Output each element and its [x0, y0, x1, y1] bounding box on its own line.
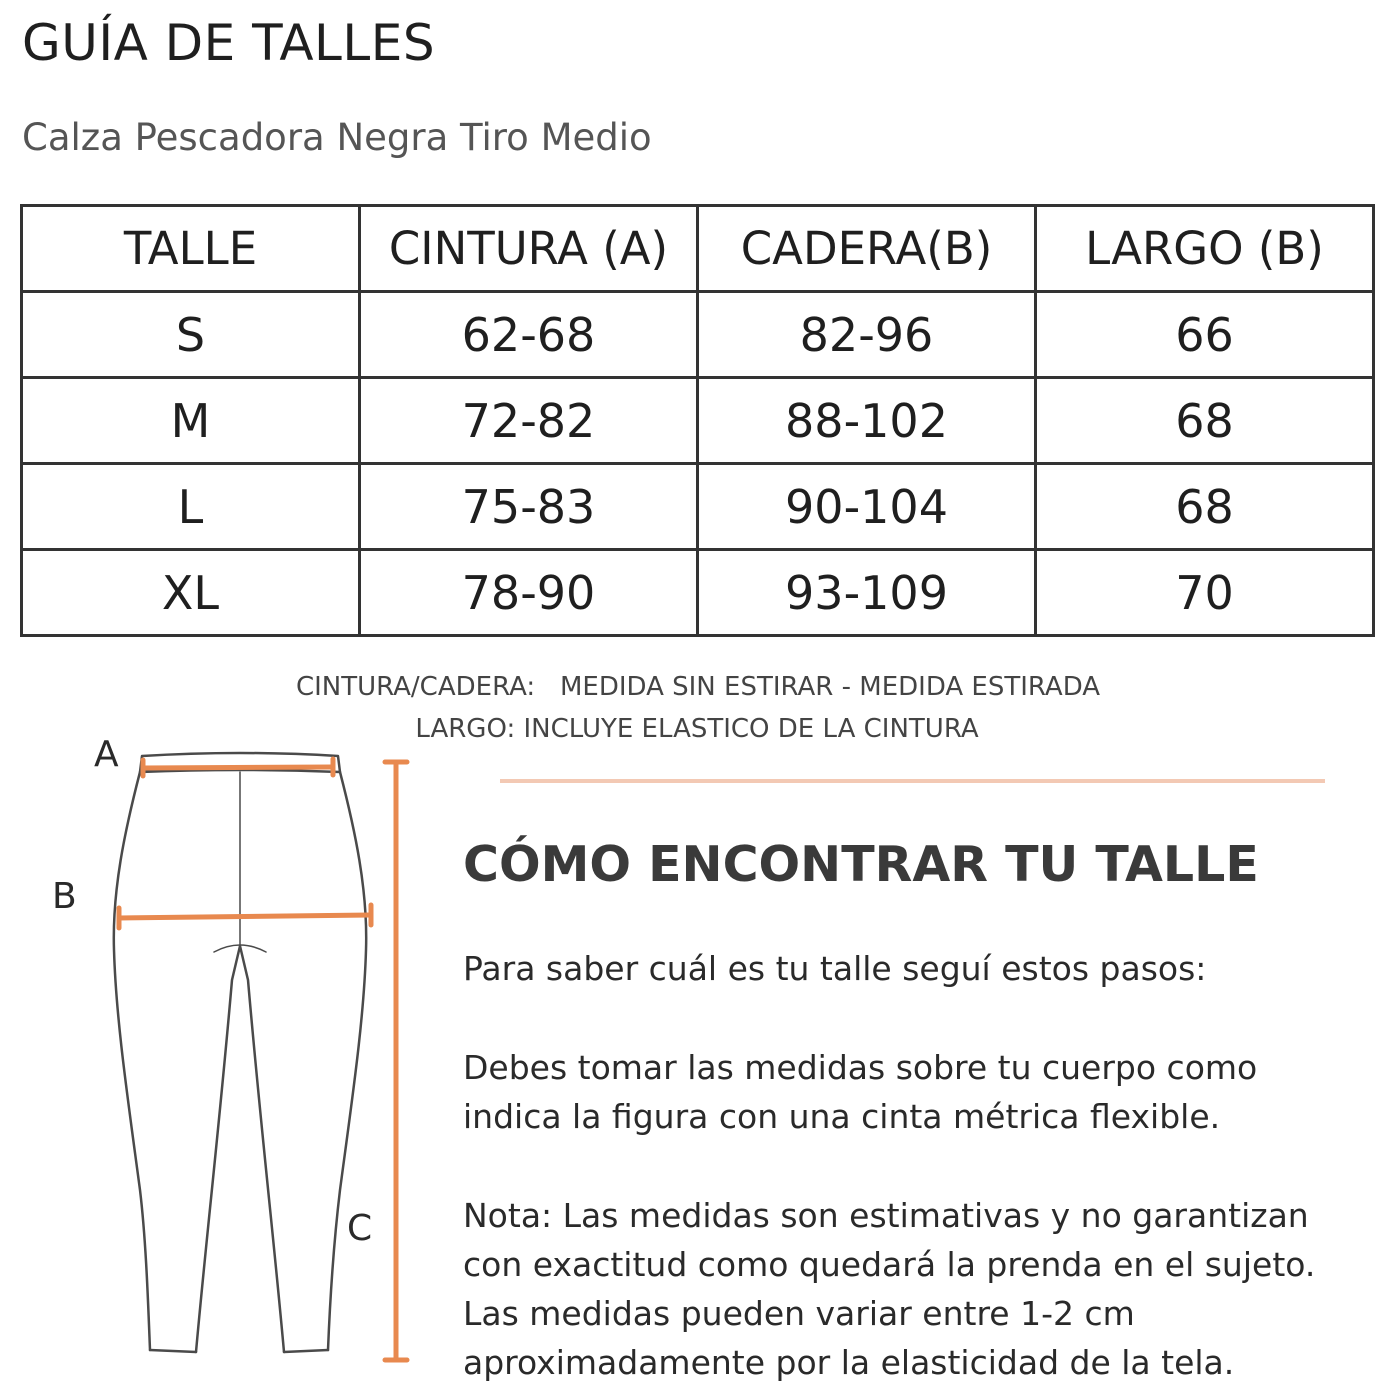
cell-talle: M: [22, 378, 360, 464]
header-cadera: CADERA(B): [698, 206, 1036, 292]
cell-talle: S: [22, 292, 360, 378]
waist-measure-line: [143, 759, 333, 776]
cell-largo: 70: [1036, 550, 1374, 636]
cell-talle: L: [22, 464, 360, 550]
cell-cadera: 82-96: [698, 292, 1036, 378]
howto-instructions-line: Debes tomar las medidas sobre tu cuerpo como: [463, 1048, 1258, 1087]
howto-instructions: [463, 1043, 1393, 1141]
header-talle: TALLE: [22, 206, 360, 292]
measure-note-waist-hip: CINTURA/CADERA: MEDIDA SIN ESTIRAR - MEDIDA ESTIRADA: [295, 672, 1101, 702]
leggings-outline-icon: [114, 753, 366, 1352]
cell-largo: 68: [1036, 378, 1374, 464]
cell-cintura: 78-90: [360, 550, 698, 636]
table-row: [22, 464, 1374, 550]
size-table: [20, 204, 1375, 637]
cell-largo: 66: [1036, 292, 1374, 378]
howto-note-line: Nota: Las medidas son estimativas y no garantizan: [463, 1196, 1309, 1235]
measurement-diagram: [0, 720, 460, 1400]
howto-intro: [463, 944, 1393, 993]
header-cintura: CINTURA (A): [360, 206, 698, 292]
cell-cintura: 75-83: [360, 464, 698, 550]
howto-intro-line: Para saber cuál es tu talle seguí estos pasos:: [463, 949, 1207, 988]
cell-cintura: 62-68: [360, 292, 698, 378]
page-title: GUÍA DE TALLES: [22, 14, 436, 72]
table-row: [22, 292, 1374, 378]
howto-note: [463, 1191, 1393, 1387]
label-a: A: [94, 734, 119, 775]
cell-talle: XL: [22, 550, 360, 636]
table-row: [22, 550, 1374, 636]
product-name: Calza Pescadora Negra Tiro Medio: [22, 116, 652, 159]
howto-instructions-line: indica la figura con una cinta métrica flexible.: [463, 1097, 1221, 1136]
hip-measure-line: [119, 905, 371, 928]
cell-largo: 68: [1036, 464, 1374, 550]
howto-title: CÓMO ENCONTRAR TU TALLE: [463, 836, 1259, 893]
cell-cadera: 93-109: [698, 550, 1036, 636]
cell-cintura: 72-82: [360, 378, 698, 464]
table-row: [22, 378, 1374, 464]
measure-note-length: LARGO: INCLUYE ELASTICO DE LA CINTURA: [415, 714, 979, 744]
howto-note-line: Las medidas pueden variar entre 1-2 cm: [463, 1294, 1135, 1333]
label-c: C: [347, 1208, 373, 1249]
label-b: B: [52, 876, 77, 917]
cell-cadera: 88-102: [698, 378, 1036, 464]
cell-cadera: 90-104: [698, 464, 1036, 550]
header-largo: LARGO (B): [1036, 206, 1374, 292]
table-header-row: [22, 206, 1374, 292]
length-measure-line: [385, 762, 407, 1360]
section-divider: [500, 779, 1325, 783]
howto-note-line: aproximadamente por la elasticidad de la tela.: [463, 1343, 1235, 1382]
howto-note-line: con exactitud como quedará la prenda en el sujeto.: [463, 1245, 1316, 1284]
